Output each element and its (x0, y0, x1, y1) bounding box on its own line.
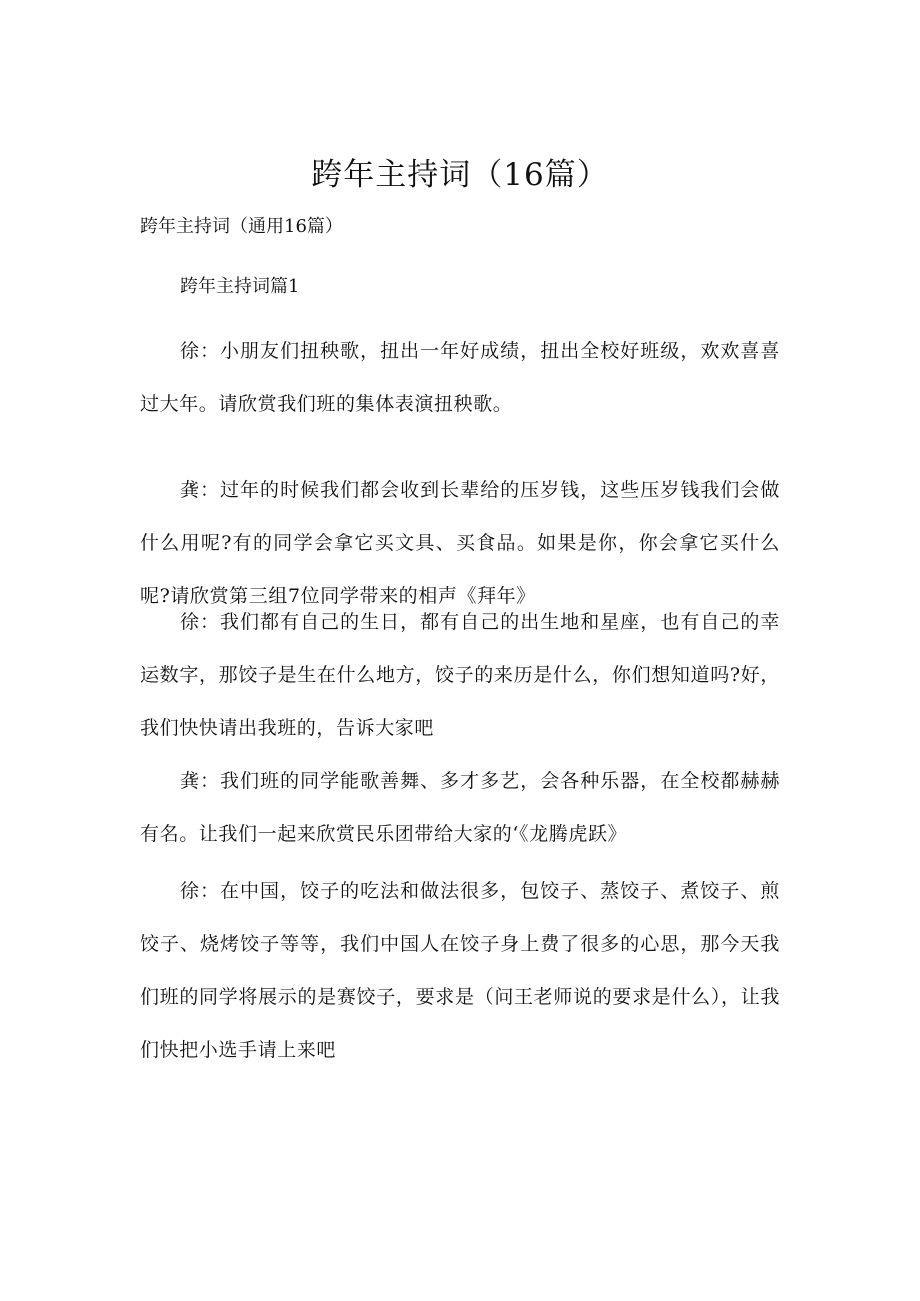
document-subtitle: 跨年主持词（通用16篇） (140, 216, 343, 237)
paragraph-5: 徐：在中国，饺子的吃法和做法很多，包饺子、蒸饺子、煮饺子、煎饺子、烧烤饺子等等，我们中国人在饺子身上费了很多的心思，那今天我们班的同学将展示的是赛饺子，要求是（问王老师说的要求是什么），让我们快把小选手请上来吧 (140, 880, 780, 1061)
section-heading: 跨年主持词篇1 (180, 276, 300, 297)
paragraph-4: 龚：我们班的同学能歌善舞、多才多艺，会各种乐器，在全校都赫赫有名。让我们一起来欣赏民乐团带给大家的‘《龙腾虎跃》 (140, 770, 780, 845)
document-title: 跨年主持词（16篇） (311, 157, 609, 193)
paragraph-1: 徐：小朋友们扭秧歌，扭出一年好成绩，扭出全校好班级，欢欢喜喜过大年。请欣赏我们班的集体表演扭秧歌。 (140, 340, 780, 415)
paragraph-3: 徐：我们都有自己的生日，都有自己的出生地和星座，也有自己的幸运数字，那饺子是生在什么地方，饺子的来历是什么，你们想知道吗?好，我们快快请出我班的，告诉大家吧 (140, 611, 780, 739)
paragraph-2: 龚：过年的时候我们都会收到长辈给的压岁钱，这些压岁钱我们会做什么用呢?有的同学会拿它买文具、买食品。如果是你，你会拿它买什么呢?请欣赏第三组7位同学带来的相声《拜年》 (140, 479, 780, 607)
